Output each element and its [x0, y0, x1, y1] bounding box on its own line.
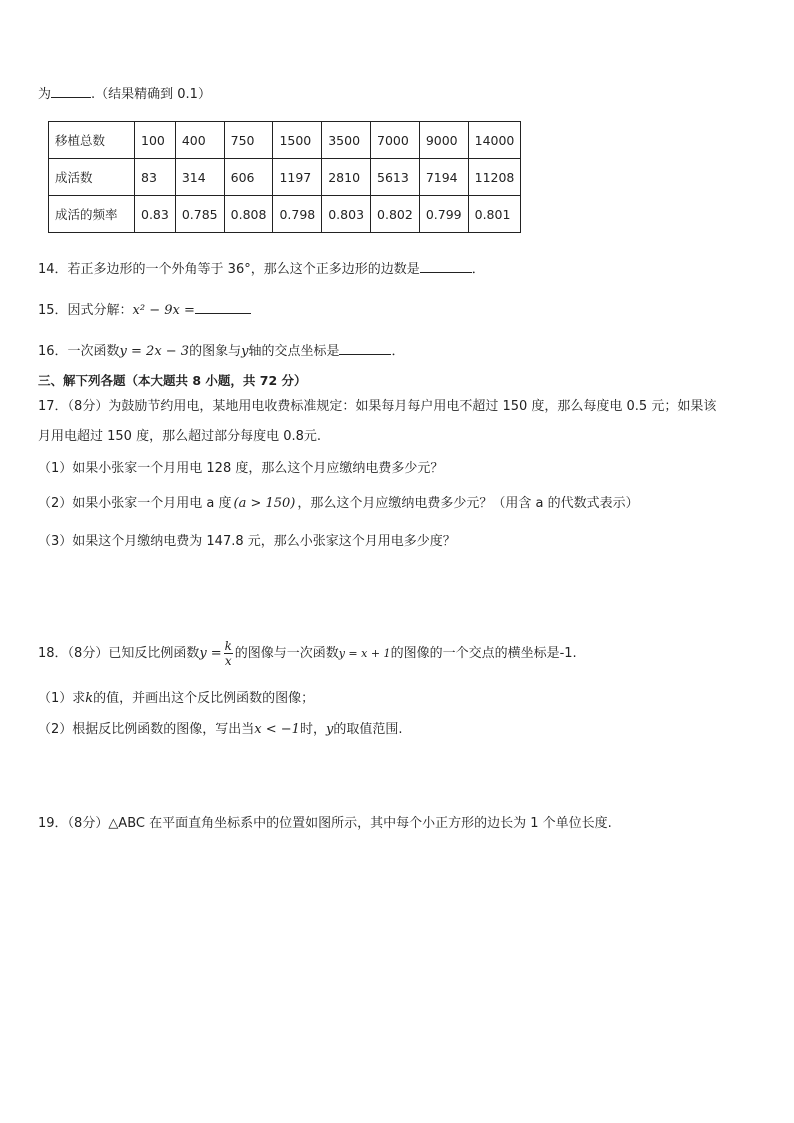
- survival-table: [48, 121, 521, 233]
- q17-line2: 月用电超过 150 度，那么超过部分每度电 0.8元.: [38, 429, 322, 444]
- table-cell: 1500: [273, 122, 322, 159]
- q18-text-mid: 的图像与一次函数: [234, 646, 339, 661]
- q17-part2-text: （2）如果小张家一个月用电 a 度: [38, 496, 232, 511]
- fraction-denominator: x: [224, 654, 232, 668]
- q18-text-post: 的图像的一个交点的横坐标是-1.: [390, 646, 577, 661]
- table-cell: 7194: [419, 159, 468, 196]
- q18-part2-text: （2）根据反比例函数的图像，写出当: [38, 722, 255, 737]
- q16-text-post: 轴的交点坐标是: [248, 344, 340, 359]
- section-heading: 三、解下列各题（本大题共 8 小题，共 72 分）: [38, 373, 307, 388]
- table-cell: 100: [135, 122, 176, 159]
- q18-part2-text-mid: 时，: [299, 722, 326, 737]
- q18-fraction: [224, 639, 233, 668]
- table-cell: 0.808: [224, 196, 273, 233]
- table-cell: 3500: [322, 122, 371, 159]
- q17-part2-text-post: ，那么这个月应缴纳电费多少元？（用含 a 的代数式表示）: [297, 496, 639, 511]
- q18-part1: [38, 690, 314, 708]
- q14-text: 14．若正多边形的一个外角等于 36°，那么这个正多边形的边数是: [38, 262, 420, 277]
- q15-text: 15．因式分解：: [38, 303, 133, 318]
- q18-part1-text: （1）求: [38, 691, 86, 706]
- q18-function-lhs: y =: [199, 646, 222, 661]
- table-cell: 0.83: [135, 196, 176, 233]
- answer-blank: [195, 300, 251, 314]
- table-cell: 0.798: [273, 196, 322, 233]
- q18-part1-variable: k: [85, 691, 94, 706]
- q18-part2: [38, 721, 402, 739]
- question-18: [38, 639, 577, 669]
- q18-part1-text-post: 的值，并画出这个反比例函数的图像；: [93, 691, 315, 706]
- table-row: [49, 122, 521, 159]
- table-cell: 0.801: [468, 196, 521, 233]
- q16-expression: y = 2x − 3: [119, 344, 190, 359]
- table-cell: 314: [175, 159, 224, 196]
- table-cell: 14000: [468, 122, 521, 159]
- q18-linear-function: y = x + 1: [338, 647, 391, 660]
- q17-part1: （1）如果小张家一个月用电 128 度，那么这个月应缴纳电费多少元？: [38, 461, 444, 476]
- q16-text: 16．一次函数: [38, 344, 120, 359]
- table-cell: 0.799: [419, 196, 468, 233]
- row-label: 成活的频率: [49, 196, 135, 233]
- q17-line1: 17．（8分）为鼓励节约用电，某地用电收费标准规定：如果每月每户用电不超过 150 度，那么每度电 0.5 元；如果该: [38, 399, 717, 414]
- table-cell: 0.803: [322, 196, 371, 233]
- table-cell: 5613: [371, 159, 420, 196]
- answer-blank: [51, 84, 91, 98]
- intro-text: 为: [38, 87, 52, 102]
- row-label: 成活数: [49, 159, 135, 196]
- table-row: [49, 196, 521, 233]
- intro-note: .（结果精确到 0.1）: [91, 87, 211, 102]
- q17-part2-expression: (a > 150): [233, 496, 296, 511]
- q17-part2: [38, 495, 639, 513]
- q17-part3: （3）如果这个月缴纳电费为 147.8 元，那么小张家这个月用电多少度？: [38, 534, 456, 549]
- q18-part2-expression: x < −1: [254, 722, 300, 737]
- table-cell: 9000: [419, 122, 468, 159]
- question-15: [38, 300, 251, 320]
- q15-expression: x² − 9x =: [132, 303, 195, 318]
- q16-text-mid: 的图象与: [189, 344, 242, 359]
- table-cell: 7000: [371, 122, 420, 159]
- table-cell: 400: [175, 122, 224, 159]
- table-cell: 606: [224, 159, 273, 196]
- question-19: 19．（8分）△ABC 在平面直角坐标系中的位置如图所示，其中每个小正方形的边长为 1 个单位长度.: [38, 816, 612, 831]
- table-cell: 83: [135, 159, 176, 196]
- fraction-numerator: k: [224, 639, 232, 653]
- question-16: [38, 341, 405, 361]
- table-cell: 750: [224, 122, 273, 159]
- answer-blank: [420, 259, 472, 273]
- table-cell: 0.785: [175, 196, 224, 233]
- question-14: [38, 259, 485, 279]
- table-cell: 11208: [468, 159, 521, 196]
- table-cell: 1197: [273, 159, 322, 196]
- table-row: [49, 159, 521, 196]
- intro-line: [38, 84, 211, 104]
- q16-end: ．: [391, 344, 405, 359]
- row-label: 移植总数: [49, 122, 135, 159]
- q18-part2-text-post: 的取值范围.: [333, 722, 403, 737]
- q16-variable: y: [241, 344, 249, 359]
- q18-part2-variable: y: [325, 722, 334, 737]
- q18-text: 18．（8分）已知反比例函数: [38, 646, 200, 661]
- q14-end: ．: [471, 262, 485, 277]
- table-cell: 0.802: [371, 196, 420, 233]
- answer-blank: [339, 341, 391, 355]
- table-cell: 2810: [322, 159, 371, 196]
